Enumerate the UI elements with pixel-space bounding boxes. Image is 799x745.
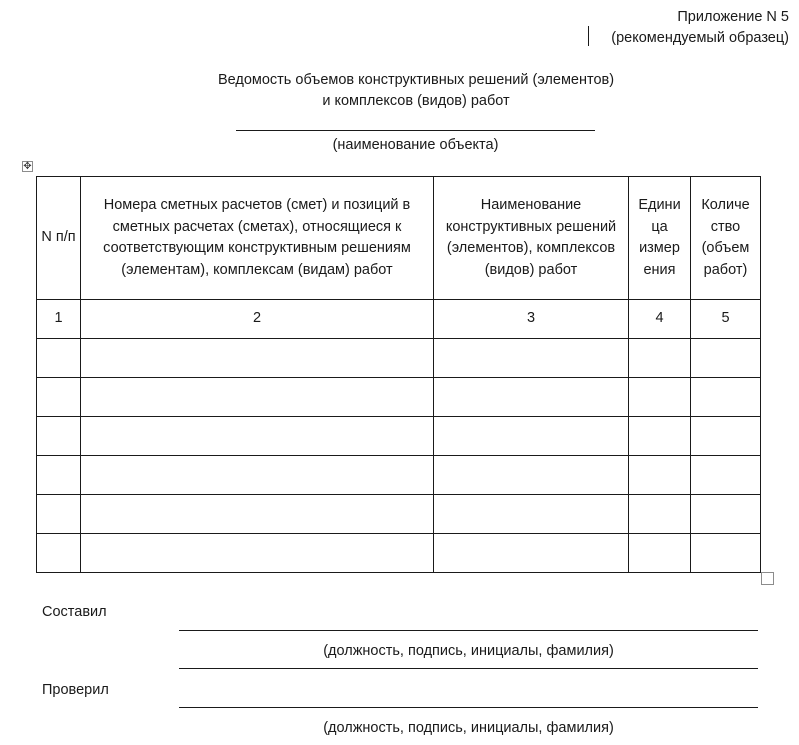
checked-by-label: Проверил: [42, 682, 109, 698]
table-cell[interactable]: [434, 456, 629, 495]
checked-by-field[interactable]: [179, 707, 758, 708]
document-title-line-1: Ведомость объемов конструктивных решений (элементов): [217, 72, 615, 88]
table-cell[interactable]: [81, 495, 434, 534]
table-cell[interactable]: [37, 534, 81, 573]
table-cell[interactable]: [691, 534, 761, 573]
compiled-by-label: Составил: [42, 604, 107, 620]
appendix-number: Приложение N 5: [677, 9, 789, 25]
table-cell[interactable]: [629, 417, 691, 456]
appendix-note: (рекомендуемый образец): [611, 30, 789, 46]
table-cell[interactable]: [434, 534, 629, 573]
object-name-field[interactable]: [236, 130, 595, 131]
table-cell[interactable]: [691, 417, 761, 456]
table-row: [37, 534, 761, 573]
table-cell[interactable]: [629, 339, 691, 378]
header-cell-estimate-refs: Номера сметных расчетов (смет) и позиций в сметных расчетах (сметах), относящиеся к соответствующим конструктивным решениям (элементам), комплексам (видам) работ: [81, 177, 434, 300]
compiled-by-caption: (должность, подпись, инициалы, фамилия): [323, 643, 614, 659]
table-cell[interactable]: [434, 417, 629, 456]
header-cell-unit: Едини ца измер ения: [629, 177, 691, 300]
table-cell[interactable]: [629, 456, 691, 495]
header-cell-solution-name: Наименование конструктивных решений (элементов), комплексов (видов) работ: [434, 177, 629, 300]
table-cell[interactable]: [691, 495, 761, 534]
table-cell[interactable]: [629, 495, 691, 534]
table-header-row: [37, 177, 761, 300]
column-number-row: [37, 300, 761, 339]
checked-by-caption: (должность, подпись, инициалы, фамилия): [323, 720, 614, 736]
table-row: [37, 417, 761, 456]
table-cell[interactable]: [434, 378, 629, 417]
table-cell[interactable]: [37, 378, 81, 417]
compiled-by-field[interactable]: [179, 630, 758, 631]
table-row: [37, 339, 761, 378]
table-cell[interactable]: [434, 495, 629, 534]
signature-divider: [179, 668, 758, 669]
table-row: [37, 456, 761, 495]
document-title-line-2: и комплексов (видов) работ: [322, 93, 510, 109]
table-cell[interactable]: [691, 456, 761, 495]
table-row: [37, 378, 761, 417]
table-cell[interactable]: [37, 339, 81, 378]
volumes-table: [36, 176, 761, 573]
object-name-caption: (наименование объекта): [332, 137, 499, 153]
text-cursor: [588, 26, 589, 46]
table-cell[interactable]: [81, 339, 434, 378]
table-cell[interactable]: [37, 495, 81, 534]
table-cell[interactable]: [81, 534, 434, 573]
column-number-cell: 5: [691, 300, 761, 339]
table-cell[interactable]: [37, 456, 81, 495]
column-number-cell: 4: [629, 300, 691, 339]
table-cell[interactable]: [81, 456, 434, 495]
column-number-cell: 2: [81, 300, 434, 339]
header-cell-quantity: Количе ство (объем работ): [691, 177, 761, 300]
table-cell[interactable]: [37, 417, 81, 456]
table-cell[interactable]: [81, 417, 434, 456]
table-cell[interactable]: [629, 378, 691, 417]
table-cell[interactable]: [434, 339, 629, 378]
table-move-handle-icon[interactable]: ✥: [23, 161, 32, 172]
table-resize-handle-icon[interactable]: [761, 572, 774, 585]
table-cell[interactable]: [629, 534, 691, 573]
table-row: [37, 495, 761, 534]
table-cell[interactable]: [691, 378, 761, 417]
column-number-cell: 1: [37, 300, 81, 339]
column-number-cell: 3: [434, 300, 629, 339]
table-cell[interactable]: [691, 339, 761, 378]
header-cell-number: N п/п: [37, 177, 81, 300]
table-cell[interactable]: [81, 378, 434, 417]
